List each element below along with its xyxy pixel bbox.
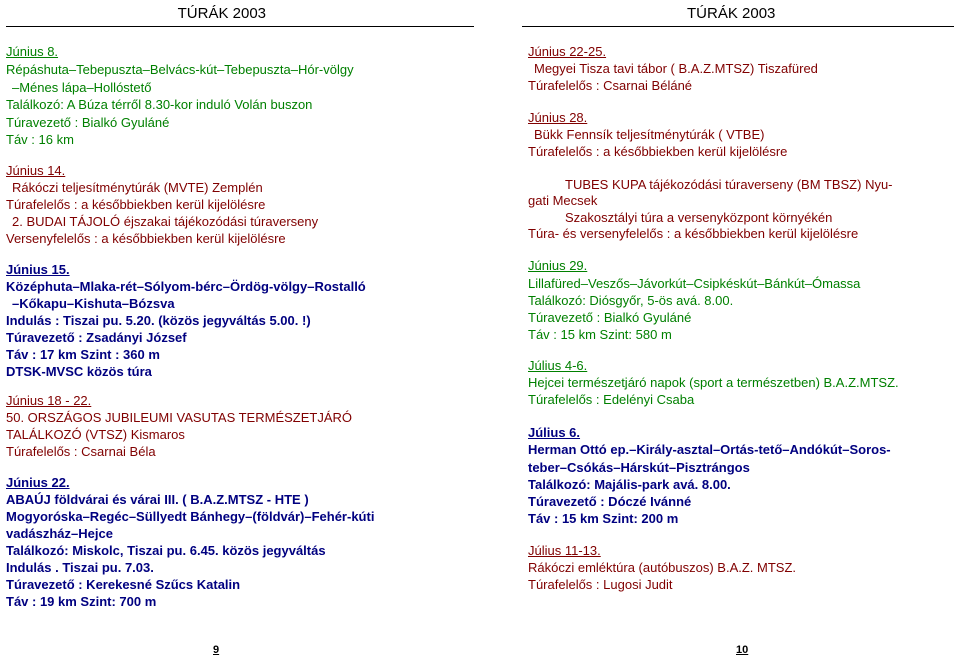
event-title: gati Mecsek <box>528 193 598 208</box>
event-date: Július 11-13. <box>528 543 601 558</box>
departure-line: Indulás : Tiszai pu. 5.20. (közös jegyváltás 5.00. !) <box>6 313 311 328</box>
organizer-line: Túrafelelős : Edelényi Csaba <box>528 392 695 407</box>
route-line: vadászház–Hejce <box>6 526 113 541</box>
event-title: TALÁLKOZÓ (VTSZ) Kismaros <box>6 427 185 442</box>
event-title: Hejcei természetjáró napok (sport a természetben) B.A.Z.MTSZ. <box>528 375 899 390</box>
event-date: Július 6. <box>528 425 581 440</box>
event-title: Rákóczi teljesítménytúrák (MVTE) Zemplén <box>12 180 263 195</box>
distance-line: Táv : 15 km Szint: 580 m <box>528 327 672 342</box>
note-line: DTSK-MVSC közös túra <box>6 364 152 379</box>
event-date: Június 28. <box>528 110 588 125</box>
meeting-line: Találkozó: Diósgyőr, 5-ös avá. 8.00. <box>528 293 734 308</box>
event-date: Június 14. <box>6 163 66 178</box>
event-title: 50. ORSZÁGOS JUBILEUMI VASUTAS TERMÉSZETJÁRÓ <box>6 410 353 425</box>
route-line: teber–Csókás–Hárskút–Pisztrángos <box>528 460 750 475</box>
organizer-line: Túra- és versenyfelelős : a későbbiekben kerül kijelölésre <box>528 226 859 241</box>
event-title: Bükk Fennsík teljesítménytúrák ( VTBE) <box>534 127 765 142</box>
leader-line: Túravezető : Zsadányi József <box>6 330 187 345</box>
event-title: TUBES KUPA tájékozódási túraverseny (BM TBSZ) Nyu- <box>565 177 893 192</box>
route-line: Mogyoróska–Regéc–Süllyedt Bánhegy–(földvár)–Fehér-kúti <box>6 509 375 524</box>
distance-line: Táv : 17 km Szint : 360 m <box>6 347 160 362</box>
organizer-line: Túrafelelős : a későbbiekben kerül kijelölésre <box>6 197 266 212</box>
leader-line: Túravezető : Dóczé Ivánné <box>528 494 692 509</box>
leader-line: Túravezető : Kerekesné Szűcs Katalin <box>6 577 241 592</box>
event-date: Július 4-6. <box>528 358 588 373</box>
leader-line: Túravezető : Bialkó Gyuláné <box>528 310 692 325</box>
event-title: ABAÚJ földvárai és várai III. ( B.A.Z.MTSZ - HTE ) <box>6 492 309 507</box>
event-date: Június 22. <box>6 475 70 490</box>
event-date: Június 29. <box>528 258 588 273</box>
right-page <box>480 0 960 660</box>
left-page-header <box>6 2 474 27</box>
organizer-line: Túrafelelős : a későbbiekben kerül kijelölésre <box>528 144 788 159</box>
organizer-line: Túrafelelős : Csarnai Béla <box>6 444 156 459</box>
meeting-line: Találkozó: Miskolc, Tiszai pu. 6.45. közös jegyváltás <box>6 543 326 558</box>
event-title: Rákóczi emléktúra (autóbuszos) B.A.Z. MTSZ. <box>528 560 797 575</box>
distance-line: Táv : 15 km Szint: 200 m <box>528 511 679 526</box>
route-line: Lillafüred–Veszős–Jávorkút–Csipkéskút–Bánkút–Ómassa <box>528 276 861 291</box>
route-line: –Kőkapu–Kishuta–Bózsva <box>12 296 175 311</box>
event-title: 2. BUDAI TÁJOLÓ éjszakai tájékozódási túraverseny <box>12 214 319 229</box>
page-number: 9 <box>213 644 220 656</box>
route-line: –Ménes lápa–Hollóstető <box>12 80 152 95</box>
right-header-title: TÚRÁK 2003 <box>687 5 776 22</box>
departure-line: Indulás . Tiszai pu. 7.03. <box>6 560 154 575</box>
route-line: Herman Ottó ep.–Király-asztal–Ortás-tető–Andókút–Soros- <box>528 442 891 457</box>
event-date: Június 8. <box>6 44 59 59</box>
event-note: Szakosztályi túra a versenyközpont környékén <box>565 210 833 225</box>
right-page-header <box>522 2 954 27</box>
organizer-line: Túrafelelős : Lugosi Judit <box>528 577 673 592</box>
organizer-line: Versenyfelelős : a későbbiekben kerül kijelölésre <box>6 231 286 246</box>
leader-line: Túravezető : Bialkó Gyuláné <box>6 115 170 130</box>
route-line: Középhuta–Mlaka-rét–Sólyom-bérc–Ördög-völgy–Rostalló <box>6 279 366 294</box>
distance-line: Táv : 19 km Szint: 700 m <box>6 594 157 609</box>
left-header-title: TÚRÁK 2003 <box>177 5 266 22</box>
route-line: Répáshuta–Tebepuszta–Belvács-kút–Tebepuszta–Hór-völgy <box>6 62 354 77</box>
event-title: Megyei Tisza tavi tábor ( B.A.Z.MTSZ) Tiszafüred <box>534 61 818 76</box>
event-date: Június 15. <box>6 262 70 277</box>
distance-line: Táv : 16 km <box>6 132 74 147</box>
meeting-line: Találkozó: Majális-park avá. 8.00. <box>528 477 731 492</box>
event-date: Június 22-25. <box>528 44 607 59</box>
organizer-line: Túrafelelős : Csarnai Béláné <box>528 78 693 93</box>
event-date: Június 18 - 22. <box>6 393 92 408</box>
page-number: 10 <box>736 644 749 656</box>
meeting-line: Találkozó: A Búza térről 8.30-kor induló Volán buszon <box>6 97 313 112</box>
